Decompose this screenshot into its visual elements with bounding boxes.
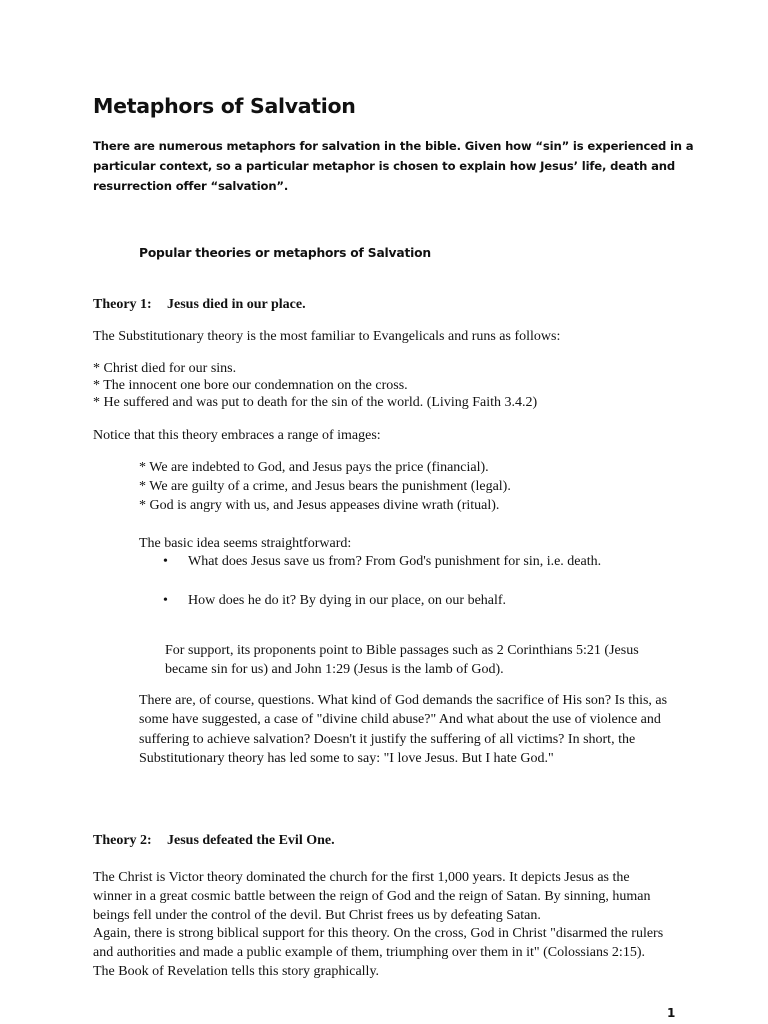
theory2-label: Theory 2: — [93, 833, 152, 848]
intro-line: There are numerous metaphors for salvation in the bible. Given how “sin” is experienced in a — [93, 139, 694, 153]
theory1-image: * God is angry with us, and Jesus appeases divine wrath (ritual). — [139, 498, 500, 513]
bullet-icon: • — [163, 593, 168, 608]
theory1-point: * Christ died for our sins. — [93, 361, 237, 376]
theory1-support-line: became sin for us) and John 1:29 (Jesus is the lamb of God). — [165, 662, 504, 677]
theory1-label: Theory 1: — [93, 297, 152, 312]
theory1-bullet-item: What does Jesus save us from? From God's punishment for sin, i.e. death. — [188, 554, 602, 569]
bullet-icon: • — [163, 554, 168, 569]
section-subheading: Popular theories or metaphors of Salvation — [139, 246, 431, 260]
theory2-line: winner in a great cosmic battle between the reign of God and the reign of Satan. By sinning, human — [93, 889, 651, 904]
theory1-questions-line: some have suggested, a case of "divine child abuse?" And what about the use of violence and — [139, 712, 661, 727]
theory1-questions-line: Substitutionary theory has led some to say: "I love Jesus. But I hate God." — [139, 751, 554, 766]
theory1-questions-line: There are, of course, questions. What kind of God demands the sacrifice of His son? Is this, as — [139, 693, 668, 708]
theory2-title: Jesus defeated the Evil One. — [167, 833, 335, 848]
page-number: 1 — [667, 1006, 676, 1020]
intro-line: resurrection offer “salvation”. — [93, 179, 289, 193]
theory1-point: * He suffered and was put to death for the sin of the world. (Living Faith 3.4.2) — [93, 395, 538, 410]
theory2-line: The Christ is Victor theory dominated the church for the first 1,000 years. It depicts Jesus as the — [93, 870, 630, 885]
theory1-title: Jesus died in our place. — [167, 297, 306, 312]
theory1-bullet-item: How does he do it? By dying in our place, on our behalf. — [188, 593, 507, 608]
theory2-line: beings fell under the control of the devil. But Christ frees us by defeating Satan. — [93, 908, 541, 923]
theory1-image: * We are guilty of a crime, and Jesus bears the punishment (legal). — [139, 479, 511, 494]
theory2-line: Again, there is strong biblical support for this theory. On the cross, God in Christ "disarmed the rulers — [93, 926, 664, 941]
theory1-images-lead: Notice that this theory embraces a range of images: — [93, 428, 381, 443]
theory1-support-line: For support, its proponents point to Bible passages such as 2 Corinthians 5:21 (Jesus — [165, 643, 639, 658]
intro-line: particular context, so a particular metaphor is chosen to explain how Jesus’ life, death and — [93, 159, 675, 173]
theory1-lead: The Substitutionary theory is the most familiar to Evangelicals and runs as follows: — [93, 329, 561, 344]
theory1-basic-idea: The basic idea seems straightforward: — [139, 536, 352, 551]
theory1-image: * We are indebted to God, and Jesus pays the price (financial). — [139, 460, 489, 475]
document-title: Metaphors of Salvation — [93, 94, 356, 118]
theory2-line: and authorities and made a public example of them, triumphing over them in it" (Colossians 2:15). — [93, 945, 645, 960]
theory1-questions-line: suffering to achieve salvation? Doesn't it justify the suffering of all victims? In short, the — [139, 732, 636, 747]
theory2-line: The Book of Revelation tells this story graphically. — [93, 964, 380, 979]
theory1-point: * The innocent one bore our condemnation on the cross. — [93, 378, 408, 393]
